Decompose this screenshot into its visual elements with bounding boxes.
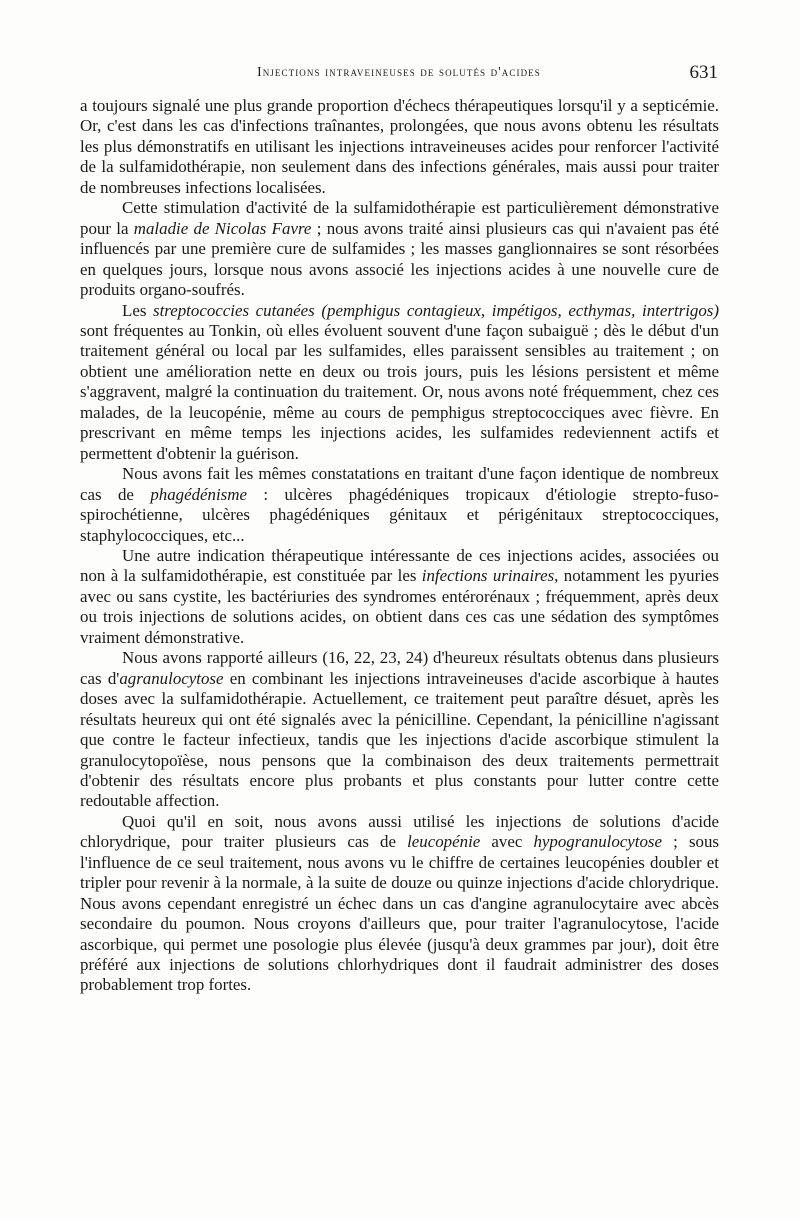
paragraph-4: [80, 464, 719, 546]
paragraph-6: [80, 648, 719, 812]
paragraph-3-text-a: Les: [122, 300, 154, 320]
paragraph-1-text: a toujours signalé une plus grande proportion d'échecs thérapeutiques lorsqu'il y a septicémie. Or, c'est dans les cas d'infections traînantes, prolongées, que nous avons obtenu les résultats les plus démonstratifs en utilisant les injections intraveineuses acides pour renforcer l'activité de la sulfamidothérapie, non seulement dans des infections générales, mais aussi pour traiter de nombreuses infections localisées.: [80, 96, 719, 197]
page-number: 631: [689, 62, 718, 83]
paragraph-2-text-b: ; nous avons traité ainsi plusieurs cas qui n'avaient pas été influencés par une première cure de sulfamides ; les masses ganglionnaires se sont résorbées en quelques jours, lorsque nous avons associé les injections acides à une nouvelle cure de produits organo-soufrés.: [80, 218, 719, 300]
paragraph-2: [80, 198, 719, 300]
paragraph-6-text-b: en combinant les injections intraveineuses d'acide ascorbique à hautes doses avec la sulfamidothérapie. Actuellement, ce traitement peut paraître désuet, après les résultats heureux qui ont été signalés avec la pénicilline. Cependant, la pénicilline n'agissant que contre le facteur infectieux, tandis que les injections d'acide ascorbique stimulent la granulocytopoïèse, nous pensons que la combinaison des deux traitements permettrait d'obtenir des résultats encore plus probants et plus constants pour lutter contre cette redoutable affection.: [80, 668, 720, 811]
paragraph-5-text-a: Une autre indication thérapeutique intéressante de ces injections acides, associées ou non à la sulfamidothérapie, est constituée par les: [80, 545, 719, 586]
paragraph-7-text-c: ; sous l'influence de ce seul traitement, nous avons vu le chiffre de certaines leucopénies doubler et tripler pour revenir à la normale, à la suite de douze ou quinze injections d'acide chlorydrique. Nous avons cependant enregistré un échec dans un cas d'angine agranulocytaire avec abcès secondaire du poumon. Nous croyons d'ailleurs que, pour traiter l'agranulocytose, l'acide ascorbique, qui permet une posologie plus élevée (jusqu'à deux grammes par jour), doit être préféré aux injections de solutions chlorhydriques dont il faudrait administrer des doses probablement trop fortes.: [80, 832, 719, 995]
body-text: [80, 96, 719, 996]
paragraph-7-text-b: avec: [480, 832, 534, 852]
paragraph-7-emphasis-b: hypogranulocytose: [533, 832, 662, 852]
paragraph-3-emphasis: streptococcies cutanées (pemphigus contagieux, impétigos, ecthymas, intertrigos): [153, 300, 719, 320]
paragraph-4-text-b: : ulcères phagédéniques tropicaux d'étiologie strepto-fuso-spirochétienne, ulcères phagédéniques génitaux et périgénitaux streptococciques, staphylococciques, etc...: [80, 484, 719, 545]
paragraph-4-text-a: Nous avons fait les mêmes constatations en traitant d'une façon identique de nombreux cas de: [80, 464, 719, 504]
paragraph-6-emphasis: agranulocytose: [119, 668, 224, 688]
paragraph-2-text-a: Cette stimulation d'activité de la sulfamidothérapie est particulièrement démonstrative pour la: [80, 198, 719, 238]
paragraph-7: [80, 812, 719, 996]
running-title: Injections intraveineuses de solutés d'acides: [257, 64, 541, 79]
paragraph-5-emphasis: infections urinaires: [421, 566, 555, 586]
paragraph-5-text-b: , notamment les pyuries avec ou sans cystite, les bactériuries des syndromes entérorénaux ; fréquemment, après deux ou trois injections de solutions acides, on obtient dans ces cas une sédation des symptômes vraiment démonstrative.: [80, 566, 720, 647]
paragraph-4-emphasis: phagédénisme: [150, 484, 247, 504]
paragraph-6-text-a: Nous avons rapporté ailleurs (16, 22, 23, 24) d'heureux résultats obtenus dans plusieurs cas d': [80, 648, 719, 688]
paragraph-2-emphasis: maladie de Nicolas Favre: [133, 218, 312, 238]
paragraph-7-text-a: Quoi qu'il en soit, nous avons aussi utilisé les injections de solutions d'acide chlorydrique, pour traiter plusieurs cas de: [80, 811, 719, 852]
paragraph-7-emphasis-a: leucopénie: [407, 832, 481, 852]
paragraph-1: [80, 96, 719, 198]
paragraph-3: [80, 301, 719, 465]
paragraph-5: [80, 546, 719, 648]
page-header: [80, 62, 718, 86]
paragraph-3-text-b: sont fréquentes au Tonkin, où elles évoluent souvent d'une façon subaiguë ; dès le début d'un traitement général ou local par les sulfamides, elles paraissent sensibles au traitement ; on obtient une amélioration nette en deux ou trois jours, puis les lésions persistent et même s'aggravent, malgré la continuation du traitement. Or, nous avons noté fréquemment, chez ces malades, de la leucopénie, même au cours de pemphigus streptococciques avec fièvre. En prescrivant en même temps les injections acides, les sulfamides redeviennent actifs et permettent d'obtenir la guérison.: [80, 320, 719, 463]
